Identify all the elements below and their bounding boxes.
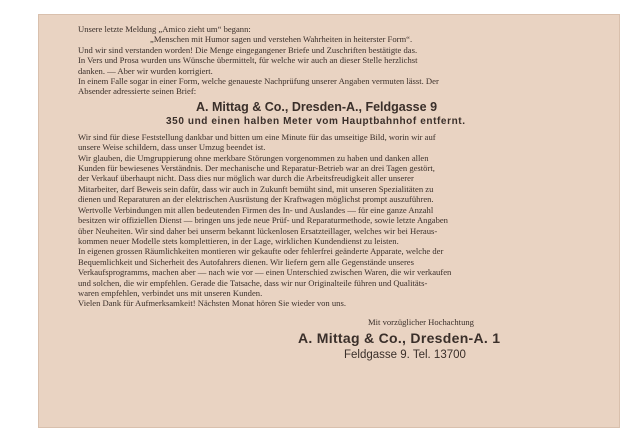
intro-line: In einem Falle sogar in einer Form, welche genaueste Nachprüfung unserer Angaben vermuten lässt. Der [78,76,439,87]
body-line: und solchen, die wir empfehlen. Gerade die Tatsache, dass wir nur Originalteile führen und Qualitäts- [78,277,428,288]
body-line: Mitarbeiter, darf Beweis sein dafür, dass wir auch in Zukunft bemüht sind, mit unseren Spezialitäten zu [78,183,434,194]
postcard [38,14,620,428]
intro-line: Und wir sind verstanden worden! Die Menge eingegangener Briefe und Zuschriften bestätigte das. [78,44,418,55]
intro-line: danken. — Aber wir wurden korrigiert. [78,65,213,76]
body-line: kommen neuer Modelle stets komplettieren, in der Lage, wirklichen Kundendienst zu leisten. [78,235,399,246]
body-line: dienen und Reparaturen an der elektrischen Ausrüstung der Kraftwagen möglichst prompt auszuführen. [78,194,434,205]
body-line: waren empfehlen, verbindet uns mit unseren Kunden. [78,287,263,298]
body-line: In eigenen grossen Räumlichkeiten montieren wir gekaufte oder fehlerfrei geänderte Apparate, welche der [78,246,444,257]
quote-line: „Menschen mit Humor sagen und verstehen Wahrheiten in heiterster Form“. [150,34,413,45]
body-line: Verkaufsprogramms, machen aber — nach wie vor — einen Unterschied zwischen Waren, die wir verkaufen [78,267,452,278]
body-line: der Verkauf überhaupt nicht. Dass dies nur möglich war durch die Arbeitsfreudigkeit aller unserer [78,173,414,184]
body-line: Bequemlichkeit und Sicherheit des Autofahrers dienen. Wir liefern gern alle Gegenstände unseres [78,256,414,267]
letter-text [78,24,578,363]
quoted-address: A. Mittag & Co., Dresden-A., Feldgasse 9 [196,99,438,114]
body-line: Wir sind für diese Feststellung dankbar und bitten um eine Minute für das umseitige Bild, worin wir auf [78,131,436,142]
body-line: besitzen wir offiziellen Dienst — bringen uns jede neue Prüf- und Reparaturmethode, sowie letzte Angaben [78,215,448,226]
closing-greeting: Mit vorzüglicher Hochachtung [368,316,474,327]
distance-note: 350 und einen halben Meter vom Hauptbahnhof entfernt. [166,115,466,127]
body-line: unsere Weise schildern, dass unser Umzug beendet ist. [78,142,266,153]
body-line: Vielen Dank für Aufmerksamkeit! Nächsten Monat hören Sie wieder von uns. [78,298,346,309]
intro-line: Absender adressierte seinen Brief: [78,86,197,97]
body-line: Kunden für bewiesenes Verständnis. Der mechanische und Reparatur-Betrieb war an drei Tagen gestört, [78,163,435,174]
body-line: über Neuheiten. Wir sind daher bei unserm bekannt lückenlosen Ersatzteillager, welches wir bei Heraus- [78,225,438,236]
body-line: Wertvolle Verbindungen mit allen bedeutenden Firmen des In- und Auslandes — für eine ganze Anzahl [78,204,434,215]
signature-address: Feldgasse 9. Tel. 13700 [344,349,466,362]
intro-line: Unsere letzte Meldung „Amico zieht um“ begann: [78,24,251,34]
body-line: Wir glauben, die Umgruppierung ohne merkbare Störungen vorgenommen zu haben und danken allen [78,152,429,163]
signature-firm: A. Mittag & Co., Dresden-A. 1 [298,330,501,347]
intro-line: In Vers und Prosa wurden uns Wünsche übermittelt, für welche wir auch an dieser Stelle herzlichst [78,55,418,66]
